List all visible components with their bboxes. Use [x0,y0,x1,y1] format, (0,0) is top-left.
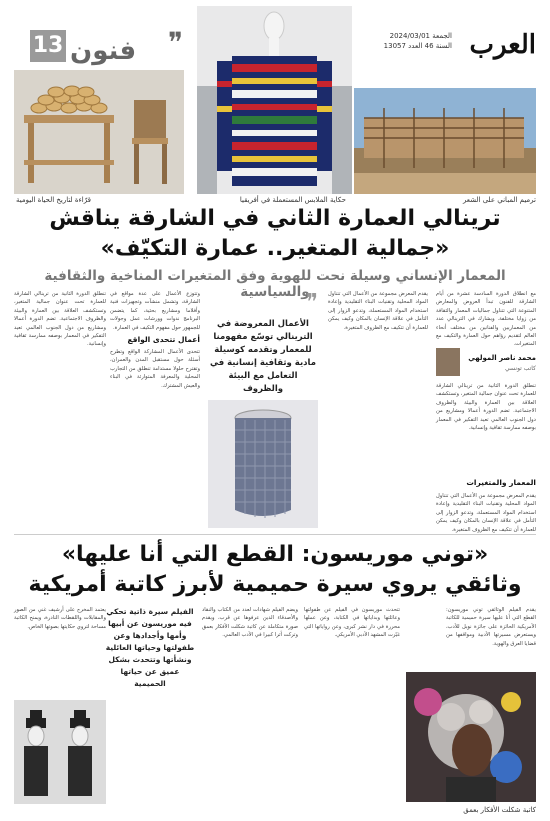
article1-headline [14,204,536,264]
article2-body-col1: يقدم الفيلم الوثائقي توني موريسون: القطع التي أنا عليها سيرة حميمية للكاتبة الأمريكية الحائزة على جائزة نوبل للأدب، ويستعرض مسيرتها الأدبية ومواقفها من قضايا العرق والهوية. [446,607,536,647]
date-block [384,31,452,51]
article1-subheading-left: أعمال تتحدى الواقع [127,335,200,344]
article2-photo-caption: كاتبة شكلت الأفكار بعمق [463,806,536,814]
page-number: 13 [30,30,66,62]
article2-film-still [14,700,106,804]
article1-fabric-photo [208,400,318,528]
photo-left-caption: قرّاءة لتاريخ الحياة اليومية [16,196,91,204]
article1-subhead: المعمار الإنساني وسيلة نحت للهوية وفق المتغيرات المناخية والثقافية والسياسية [44,268,506,300]
author-name: محمد ناصر المولهي [468,354,536,362]
article2-headline-line1: «توني موريسون: القطع التي أنا عليها» [61,542,489,567]
article1-headline-line2: «جمالية المتغير.. عمارة التكيّف» [100,236,450,261]
photo-left [14,70,184,194]
film-still-image [14,700,106,804]
author-role: كاتب تونسي [505,365,536,372]
photo-middle [197,6,352,194]
bread-table-image [14,70,184,194]
article1-body-col4: وتتوزع الأعمال على عدة مواقع في الشارقة، وتشمل منشآت وتجهيزات فنية وأفلاما ومشاريع بحثية، كما يتضمن البرنامج ندوات وورشات عمل وجولات للجمهور حول مفهوم التكيف في العمارة. [110,291,200,331]
newspaper-logo: العرب [469,30,536,60]
issue-date: الجمعة 2024/03/01 [389,32,452,40]
article2-body-col3: ويضم الفيلم شهادات لعدد من الكتاب والنقاد والأصدقاء الذين عرفوها عن قرب، ويقدم صورة متكاملة عن كاتبة شكلت الأفكار بعمق وتركت أثرا كبيرا في الأدب العالمي. [202,607,298,639]
article1-body-col2: يقدم المعرض مجموعة من الأعمال التي تتناول المواد المحلية وتقنيات البناء التقليدية وإعادة استخدام المواد المستعملة، وتدعو الزوار إلى التأمل في علاقة الإنسان بالمكان وكيف يمكن للعمارة أن تتكيف مع الظروف المتغيرة. [328,291,428,331]
article-divider [14,534,536,535]
article2-headline [14,540,536,600]
article1-pullquote-icon: ❞ [306,290,318,315]
quote-icon: ❞ [168,26,184,59]
article1-body-col1: مع انطلاق الدورة السادسة عشرة من أيام الشارقة للفنون تبدأ العروض والمعارض المتنوعة التي تتناول جماليات المعمار والثقافة من زوايا مختلفة. ويشارك في الترينالي عدد من المعماريين والفنانين من مختلف أنحاء العالم لتقديم رؤاهم حول العمارة والتكيف مع المتغيرات. [436,291,536,348]
woven-fabric-image [208,400,318,528]
article2-body-col4: يعتمد المخرج على أرشيف غني من الصور والمقابلات واللقطات النادرة، ويمنح الكاتبة مساحة لتروي حكايتها بصوتها الخاص. [14,607,106,630]
author-avatar [436,348,460,376]
article1-headline-line1: ترينالي العمارة الثاني في الشارقة يناقش [49,206,501,231]
article1-body-col4b: تتحدى الأعمال المشاركة الواقع وتطرح أسئلة حول مستقبل المدن والعمران، وتقترح حلولا مستدامة تنطلق من التجارب المحلية والمعرفة المتوارثة في البناء والعيش المشترك. [110,349,200,389]
article2-pullquote: الفيلم سيرة ذاتية تحكي فيه موريسون عن أبيها وأمها وأجدادها وعن طفولتها وحياتها العائلية ونشأتها وتتحدث بشكل عميق عن حياتها الحميمية [105,607,195,688]
section-title: فنون [70,36,137,66]
article1-body-col1c: يقدم المعرض مجموعة من الأعمال التي تتناول المواد المحلية وتقنيات البناء التقليدية وإعادة استخدام المواد المستعملة، وتدعو الزوار إلى التأمل في علاقة الإنسان بالمكان وكيف يمكن للعمارة أن تتكيف مع الظروف المتغيرة. [436,493,536,533]
article2-headline-line2: وثائقي يروي سيرة حميمية لأبرز كاتبة أمريكية [28,572,522,597]
author-block [436,348,536,378]
article2-body-col2: تتحدث موريسون في الفيلم عن طفولتها وعائلتها وبداياتها في الكتابة، وعن عملها محررة في دار نشر كبرى، وعن رواياتها التي غيّرت المشهد الأدبي الأمريكي. [304,607,400,639]
striped-sweater-image [197,6,352,194]
construction-scene-image [354,88,536,194]
toni-morrison-portrait-image [406,672,536,802]
article2-portrait-photo [406,672,536,802]
photo-middle-caption: حكاية الملابس المستعملة في أفريقيا [239,196,346,204]
article1-body-col5: تنطلق الدورة الثانية من ترينالي الشارقة للعمارة تحت عنوان جمالية المتغير، وتستكشف العلاقة بين العمارة والبيئة والظروف الاجتماعية. تضم الدورة أعمالا ومشاريع من دول الجنوب العالمي تعيد التفكير في المعمار بوصفه ممارسة ثقافية وإنسانية. [14,291,106,348]
article1-pullquote: الأعمال المعروضة في الترينالي توسّع مفهومنا للمعمار وتقدمه كوسيلة مادية وثقافية إنسانية في التعامل مع البيئة والظروف [210,319,316,394]
photo-right [354,88,536,194]
issue-number: السنة 46 العدد 13057 [383,42,452,50]
article1-subheading-right: المعمار والمتغيرات [466,478,536,487]
photo-right-caption: ترميم المباني على الشعر [462,196,536,204]
article1-body-col1b: تنطلق الدورة الثانية من ترينالي الشارقة للعمارة تحت عنوان جمالية المتغير، وتستكشف العلاقة بين العمارة والبيئة والظروف الاجتماعية. تضم الدورة أعمالا ومشاريع من دول الجنوب العالمي تعيد التفكير في المعمار بوصفه ممارسة ثقافية وإنسانية. [436,383,536,432]
